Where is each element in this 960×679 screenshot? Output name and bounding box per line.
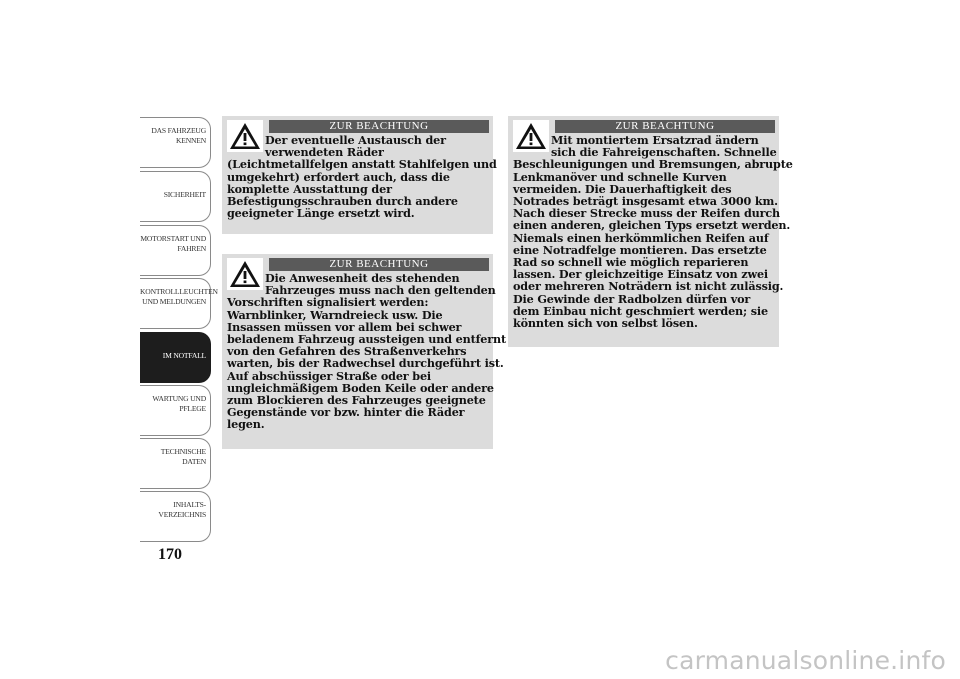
warning-line: Die Gewinde der Radbolzen dürfen vor <box>513 291 751 306</box>
warning-triangle-icon <box>227 120 263 152</box>
tab-label-line: TECHNISCHE <box>160 447 206 456</box>
warning-text <box>513 133 793 331</box>
warning-line: Die Anwesenheit des stehenden <box>265 271 460 285</box>
warning-line: Warnblinker, Warndreieck usw. Die <box>227 307 443 322</box>
warning-triangle-icon <box>513 120 549 152</box>
warning-heading: ZUR BEACHTUNG <box>269 258 489 271</box>
warning-line: Vorschriften signalisiert werden: <box>227 295 429 310</box>
warning-line: Beschleunigungen und Bremsungen, abrupte <box>513 157 793 172</box>
warning-line: Insassen müssen vor allem bei schwer <box>227 319 462 334</box>
warning-line: geeigneter Länge ersetzt wird. <box>227 206 415 221</box>
warning-line: eine Notradfelge montieren. Das ersetzte <box>513 242 767 257</box>
warning-line: ungleichmäßigem Boden Keile oder andere <box>227 380 494 395</box>
tab-label-line: IM NOTFALL <box>162 351 206 360</box>
warning-line: beladenem Fahrzeug aussteigen und entfernt <box>227 332 507 347</box>
tab-technische-daten[interactable] <box>140 438 211 489</box>
warning-line: dem Einbau nicht geschmiert werden; sie <box>513 303 768 318</box>
warning-box <box>222 116 497 234</box>
warning-triangle-icon <box>227 258 263 290</box>
tab-label-line: PFLEGE <box>179 403 206 413</box>
warning-line: komplette Ausstattung der <box>227 181 392 196</box>
warning-line: zum Blockieren des Fahrzeuges geeignete <box>227 393 486 408</box>
warning-line: warten, bis der Radwechsel durchgeführt ist. <box>227 356 504 371</box>
warning-line: einen anderen, gleichen Typs ersetzt werden. <box>513 218 791 233</box>
warning-line: von den Gefahren des Straßenverkehrs <box>227 344 467 359</box>
tab-label-line: WARTUNG UND <box>152 394 206 403</box>
tab-label-line: FAHREN <box>177 243 206 253</box>
tab-label-line: UND MELDUNGEN <box>142 296 206 306</box>
tab-label-line: DAS FAHRZEUG <box>151 126 206 135</box>
warning-line: Notrades beträgt insgesamt etwa 3000 km. <box>513 194 778 209</box>
warning-text <box>227 133 497 221</box>
tab-kontrollleuchten-und-meldungen[interactable] <box>140 278 218 329</box>
warning-line: verwendeten Räder <box>265 145 384 160</box>
warning-line: umgekehrt) erfordert auch, dass die <box>227 169 450 184</box>
warning-box <box>222 254 507 449</box>
warning-heading: ZUR BEACHTUNG <box>269 120 489 133</box>
warning-line: Mit montiertem Ersatzrad ändern <box>551 133 759 147</box>
warning-line: Der eventuelle Austausch der <box>265 133 446 147</box>
warning-line: (Leichtmetallfelgen anstatt Stahlfelgen und <box>227 157 497 172</box>
warning-line: Nach dieser Strecke muss der Reifen durch <box>513 206 781 221</box>
warning-line: könnten sich von selbst lösen. <box>513 316 698 331</box>
watermark: carmanualsonline.info <box>665 646 946 675</box>
tab-label-line: SICHERHEIT <box>163 190 206 199</box>
page-number: 170 <box>158 546 182 563</box>
tab-label-line: KONTROLLLEUCHTEN <box>140 287 218 296</box>
warning-line: Auf abschüssiger Straße oder bei <box>227 368 432 383</box>
tab-label-line: MOTORSTART UND <box>140 234 206 243</box>
tab-label-line: KENNEN <box>175 135 206 145</box>
warning-line: Rad so schnell wie möglich reparieren <box>513 255 749 270</box>
tab-wartung-und-pflege[interactable] <box>140 385 211 436</box>
warning-text <box>227 271 507 432</box>
tab-sicherheit[interactable] <box>140 171 211 222</box>
warning-line: legen. <box>227 417 265 432</box>
tab-label-line: INHALTS- <box>173 500 206 509</box>
warning-line: Befestigungsschrauben durch andere <box>227 194 458 209</box>
warning-line: vermeiden. Die Dauerhaftigkeit des <box>513 181 732 196</box>
tab-label-line: VERZEICHNIS <box>158 509 206 519</box>
warning-line: sich die Fahreigenschaften. Schnelle <box>551 145 777 160</box>
tab-im-notfall[interactable] <box>140 332 211 383</box>
warning-line: Lenkmanöver und schnelle Kurven <box>513 169 727 184</box>
tab-label-line: DATEN <box>182 456 206 466</box>
warning-line: Fahrzeuges muss nach den geltenden <box>265 283 496 298</box>
tab-motorstart-und-fahren[interactable] <box>140 225 211 276</box>
warning-heading: ZUR BEACHTUNG <box>555 120 775 133</box>
warning-box <box>508 116 793 347</box>
tab-inhaltsverzeichnis[interactable] <box>140 491 211 542</box>
warning-line: Niemals einen herkömmlichen Reifen auf <box>513 230 769 245</box>
warning-line: lassen. Der gleichzeitige Einsatz von zwei <box>513 267 769 282</box>
warning-line: Gegenstände vor bzw. hinter die Räder <box>227 405 465 420</box>
warning-line: oder mehreren Noträdern ist nicht zulässig. <box>513 279 784 294</box>
tab-das-fahrzeug-kennen[interactable] <box>140 117 211 168</box>
